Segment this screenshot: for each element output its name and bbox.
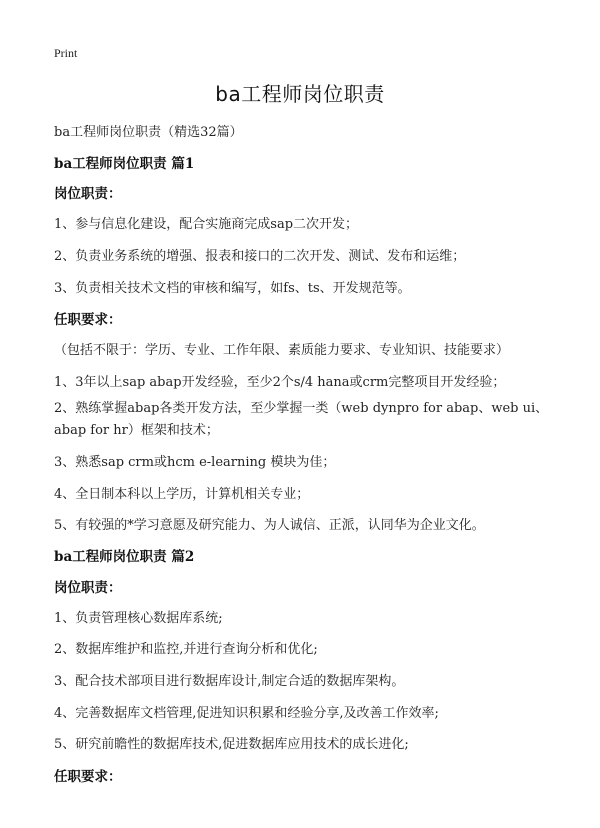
part2-duty-3: 3、配合技术部项目进行数据库设计,制定合适的数据库架构。 [54, 674, 405, 689]
part2-duty-2: 2、数据库维护和监控,并进行查询分析和优化; [54, 642, 318, 657]
part2-duties-heading: 岗位职责： [54, 580, 122, 596]
part1-duty-3: 3、负责相关技术文档的审核和编写，如fs、ts、开发规范等。 [54, 281, 411, 296]
part1-duty-2: 2、负责业务系统的增强、报表和接口的二次开发、测试、发布和运维； [54, 249, 466, 264]
part2-heading: ba工程师岗位职责 篇2 [54, 549, 195, 565]
part1-req-3: 3、熟悉sap crm或hcm e-learning 模块为佳； [54, 455, 336, 470]
part1-req-5: 5、有较强的*学习意愿及研究能力、为人诚信、正派，认同华为企业文化。 [54, 518, 485, 533]
part1-heading: ba工程师岗位职责 篇1 [54, 156, 195, 172]
part1-req-heading: 任职要求： [54, 312, 122, 328]
page-subtitle: ba工程师岗位职责（精选32篇） [54, 125, 243, 140]
print-label[interactable]: Print [54, 46, 78, 60]
part1-req-4: 4、全日制本科以上学历，计算机相关专业； [54, 487, 310, 502]
part2-duty-4: 4、完善数据库文档管理,促进知识积累和经验分享,及改善工作效率; [54, 706, 439, 721]
part1-req-2: 2、熟练掌握abap各类开发方法，至少掌握一类（web dynpro for abap、web ui、abap for hr）框架和技术； [54, 401, 549, 438]
part1-req-1: 1、3年以上sap abap开发经验，至少2个s/4 hana或crm完整项目开发经验； [54, 375, 506, 390]
part1-req-note: （包括不限于：学历、专业、工作年限、素质能力要求、专业知识、技能要求） [54, 343, 510, 358]
part2-req-heading: 任职要求： [54, 769, 122, 785]
part2-duty-1: 1、负责管理核心数据库系统; [54, 611, 223, 626]
page-title: ba工程师岗位职责 [215, 82, 385, 106]
part2-duty-5: 5、研究前瞻性的数据库技术,促进数据库应用技术的成长进化; [54, 737, 409, 752]
part1-duty-1: 1、参与信息化建设，配合实施商完成sap二次开发； [54, 217, 359, 232]
part1-duties-heading: 岗位职责： [54, 186, 122, 202]
